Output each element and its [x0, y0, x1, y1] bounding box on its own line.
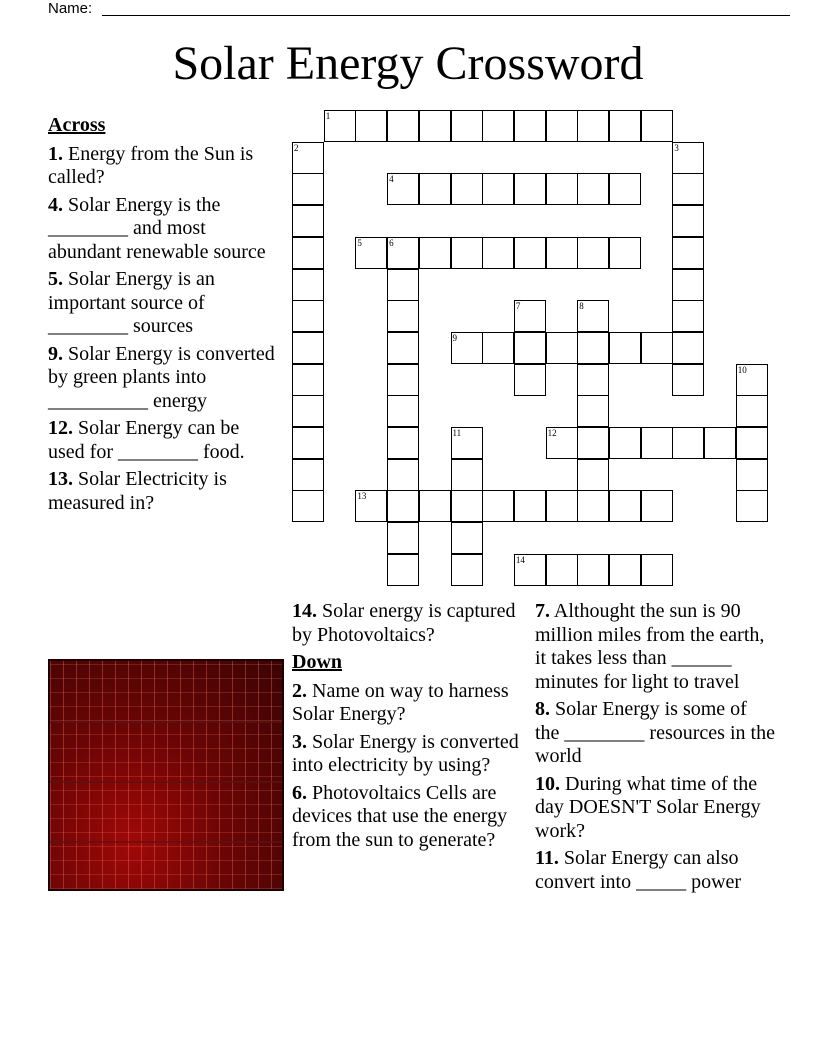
grid-cell[interactable]	[451, 110, 483, 142]
grid-cell[interactable]	[672, 142, 704, 174]
grid-cell[interactable]	[609, 427, 641, 459]
clue-number: 1	[325, 111, 331, 121]
clue-down-2: 2. Name on way to harness Solar Energy?	[292, 679, 509, 725]
clue-number: 14	[515, 554, 525, 565]
clue-across-12: 12. Solar Energy can be used for ________ food.	[48, 417, 245, 463]
grid-cell[interactable]	[292, 205, 324, 237]
grid-cell[interactable]	[546, 332, 578, 364]
grid-cell[interactable]	[577, 110, 609, 142]
grid-cell[interactable]	[482, 110, 514, 142]
grid-cell[interactable]	[292, 300, 324, 332]
solar-panel-image	[48, 659, 284, 891]
clue-down-10: 10. During what time of the day DOESN'T Solar Energy work?	[535, 772, 761, 842]
clue-down-8: 8. Solar Energy is some of the ________ resources in the world	[535, 698, 775, 767]
grid-cell[interactable]	[672, 269, 704, 301]
clue-number: 13	[357, 491, 367, 502]
grid-cell[interactable]	[482, 332, 514, 364]
grid-cell[interactable]	[736, 459, 768, 491]
middle-clues-column	[292, 600, 524, 856]
grid-cell[interactable]	[672, 237, 704, 269]
grid-cell[interactable]	[387, 332, 419, 364]
grid-cell[interactable]	[482, 173, 514, 205]
grid-cell[interactable]	[609, 110, 641, 142]
grid-cell[interactable]	[451, 173, 483, 205]
clue-across-4: 4. Solar Energy is the ________ and most abundant renewable source	[48, 193, 266, 263]
grid-cell[interactable]	[672, 427, 704, 459]
page-title: Solar Energy Crossword	[172, 37, 644, 90]
grid-cell[interactable]	[419, 237, 451, 269]
grid-cell[interactable]	[514, 237, 546, 269]
clue-number: 9	[452, 332, 457, 343]
grid-cell[interactable]	[546, 554, 578, 586]
grid-cell[interactable]	[292, 395, 324, 427]
grid-cell[interactable]	[546, 110, 578, 142]
grid-cell[interactable]	[387, 490, 419, 522]
grid-cell[interactable]	[609, 173, 641, 205]
grid-cell[interactable]	[736, 490, 768, 522]
grid-cell[interactable]	[577, 427, 609, 459]
grid-cell[interactable]	[292, 332, 324, 364]
grid-cell[interactable]	[641, 554, 673, 586]
grid-cell[interactable]	[609, 332, 641, 364]
clue-across-1: 1. Energy from the Sun is called?	[48, 142, 254, 188]
clue-number: 12	[547, 428, 557, 438]
clue-number: 4	[389, 174, 394, 185]
grid-cell[interactable]	[355, 237, 387, 269]
down-heading: Down	[292, 651, 343, 673]
grid-cell[interactable]	[482, 237, 514, 269]
grid-cell[interactable]	[736, 395, 768, 427]
grid-cell[interactable]	[672, 205, 704, 237]
clue-down-7: 7. Althought the sun is 90 million miles from the earth, it takes less than ______ minutes for light to travel	[535, 600, 765, 693]
grid-cell[interactable]	[704, 427, 736, 459]
grid-cell[interactable]	[324, 110, 356, 142]
grid-cell[interactable]	[387, 522, 419, 554]
grid-cell[interactable]	[451, 237, 483, 269]
clue-down-11: 11. Solar Energy can also convert into _____ power	[535, 847, 742, 893]
clue-down-3: 3. Solar Energy is converted into electricity by using?	[292, 730, 519, 776]
clue-number: 6	[389, 237, 394, 248]
grid-cell[interactable]	[577, 173, 609, 205]
grid-cell[interactable]	[514, 554, 546, 586]
clue-number: 5	[357, 237, 362, 248]
grid-cell[interactable]	[292, 173, 324, 205]
grid-cell[interactable]	[292, 364, 324, 396]
grid-cell[interactable]	[387, 110, 419, 142]
across-clues-column	[48, 114, 280, 519]
grid-cell[interactable]	[577, 364, 609, 396]
grid-cell[interactable]	[451, 554, 483, 586]
grid-cell[interactable]	[577, 332, 609, 364]
clue-number: 7	[515, 301, 521, 312]
grid-cell[interactable]	[736, 364, 768, 396]
grid-cell[interactable]	[451, 427, 483, 459]
grid-cell[interactable]	[419, 110, 451, 142]
grid-cell[interactable]	[672, 332, 704, 364]
clue-number: 2	[294, 142, 299, 153]
grid-cell[interactable]	[292, 269, 324, 301]
grid-cell[interactable]	[546, 427, 578, 459]
grid-cell[interactable]	[514, 173, 546, 205]
right-clues-column	[535, 600, 775, 898]
grid-cell[interactable]	[609, 237, 641, 269]
grid-cell[interactable]	[419, 173, 451, 205]
clue-across-13: 13. Solar Electricity is measured in?	[48, 468, 227, 514]
clue-number: 11	[452, 428, 462, 438]
grid-cell[interactable]	[387, 364, 419, 396]
grid-cell[interactable]	[672, 173, 704, 205]
grid-cell[interactable]	[672, 300, 704, 332]
grid-cell[interactable]	[387, 459, 419, 491]
grid-cell[interactable]	[546, 490, 578, 522]
grid-cell[interactable]	[292, 490, 324, 522]
across-heading: Across	[48, 114, 106, 136]
clue-across-9: 9. Solar Energy is converted by green plants into __________ energy	[48, 342, 275, 412]
grid-cell[interactable]	[609, 554, 641, 586]
grid-cell[interactable]	[641, 110, 673, 142]
grid-cell[interactable]	[577, 237, 609, 269]
clue-number: 8	[579, 301, 584, 312]
grid-cell[interactable]	[641, 490, 673, 522]
grid-cell[interactable]	[736, 427, 768, 459]
grid-cell[interactable]	[577, 490, 609, 522]
grid-cell[interactable]	[514, 300, 546, 332]
grid-cell[interactable]	[514, 110, 546, 142]
grid-cell[interactable]	[609, 490, 641, 522]
name-underline	[102, 15, 790, 16]
grid-cell[interactable]	[546, 237, 578, 269]
grid-cell[interactable]	[451, 332, 483, 364]
name-label: Name:	[48, 0, 93, 17]
grid-cell[interactable]	[387, 395, 419, 427]
grid-cell[interactable]	[292, 142, 324, 174]
name-field[interactable]	[48, 0, 748, 18]
clue-number: 3	[674, 142, 679, 153]
grid-cell[interactable]	[387, 554, 419, 586]
grid-cell[interactable]	[672, 364, 704, 396]
grid-cell[interactable]	[387, 300, 419, 332]
grid-cell[interactable]	[451, 459, 483, 491]
grid-cell[interactable]	[355, 110, 387, 142]
grid-cell[interactable]	[514, 364, 546, 396]
grid-cell[interactable]	[387, 173, 419, 205]
grid-cell[interactable]	[641, 332, 673, 364]
grid-cell[interactable]	[387, 237, 419, 269]
grid-cell[interactable]	[292, 459, 324, 491]
grid-cell[interactable]	[577, 395, 609, 427]
grid-cell[interactable]	[482, 490, 514, 522]
clue-across-5: 5. Solar Energy is an important source of ________ sources	[48, 268, 215, 337]
grid-cell[interactable]	[355, 490, 387, 522]
clue-across-14: 14. Solar energy is captured by Photovoltaics?	[292, 600, 516, 646]
grid-cell[interactable]	[641, 427, 673, 459]
grid-cell[interactable]	[292, 237, 324, 269]
grid-cell[interactable]	[387, 269, 419, 301]
grid-cell[interactable]	[451, 490, 483, 522]
grid-cell[interactable]	[419, 490, 451, 522]
clue-down-6: 6. Photovoltaics Cells are devices that use the energy from the sun to generate?	[292, 781, 508, 851]
grid-cell[interactable]	[292, 427, 324, 459]
grid-cell[interactable]	[577, 459, 609, 491]
grid-cell[interactable]	[387, 427, 419, 459]
grid-cell[interactable]	[451, 522, 483, 554]
grid-cell[interactable]	[514, 490, 546, 522]
grid-cell[interactable]	[577, 554, 609, 586]
grid-cell[interactable]	[577, 300, 609, 332]
grid-cell[interactable]	[514, 332, 546, 364]
clue-number: 10	[737, 364, 747, 375]
grid-cell[interactable]	[546, 173, 578, 205]
